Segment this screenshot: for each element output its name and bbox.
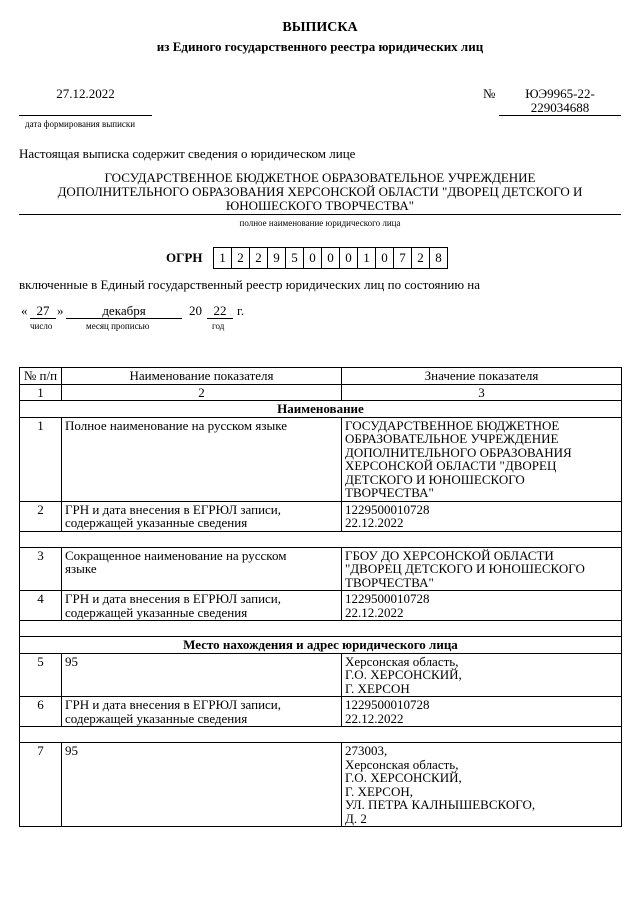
extract-date: 27.12.2022 bbox=[56, 86, 115, 101]
indicator-name bbox=[62, 653, 342, 697]
table-row bbox=[20, 697, 622, 727]
indicator-value-line: Г.О. ХЕРСОНСКИЙ, bbox=[345, 770, 462, 785]
entity-name-line1: ГОСУДАРСТВЕННОЕ БЮДЖЕТНОЕ ОБРАЗОВАТЕЛЬНОЕ УЧРЕЖДЕНИЕ bbox=[104, 170, 536, 185]
indicator-value-line: ДЕТСКОГО И ЮНОШЕСКОГО bbox=[345, 471, 525, 487]
state-month: декабря bbox=[66, 304, 182, 319]
indicator-name bbox=[62, 417, 342, 501]
column-number: 1 bbox=[20, 384, 62, 401]
indicator-value-line: Г. ХЕРСОН bbox=[345, 680, 410, 696]
register-table bbox=[19, 367, 622, 827]
indicator-name-line: Сокращенное наименование на русском bbox=[65, 547, 287, 563]
indicator-value-line: Г. ХЕРСОН, bbox=[345, 783, 413, 799]
indicator-name-line: содержащей указанные сведения bbox=[65, 710, 248, 726]
ogrn-digit: 0 bbox=[339, 247, 358, 269]
indicator-name bbox=[62, 591, 342, 621]
extract-number bbox=[499, 87, 621, 116]
indicator-value-line: "ДВОРЕЦ ДЕТСКОГО И ЮНОШЕСКОГО bbox=[345, 561, 585, 576]
indicator-value-line: 1229500010728 bbox=[345, 697, 430, 712]
state-open-quote: « bbox=[21, 303, 28, 318]
document-title: ВЫПИСКА bbox=[282, 20, 358, 35]
ogrn-digit: 2 bbox=[411, 247, 430, 269]
month-caption: месяц прописью bbox=[86, 321, 150, 331]
indicator-value-line: 1229500010728 bbox=[345, 591, 430, 606]
indicator-value-line: ТВОРЧЕСТВА" bbox=[345, 574, 434, 590]
indicator-name-line: Полное наименование на русском языке bbox=[65, 417, 287, 433]
table-row bbox=[20, 591, 622, 621]
state-close-quote: » bbox=[57, 303, 64, 318]
ogrn-digit: 5 bbox=[285, 247, 304, 269]
table-row bbox=[20, 417, 622, 501]
ogrn-digit: 1 bbox=[357, 247, 376, 269]
row-number: 1 bbox=[20, 417, 62, 501]
section-name-title: Наименование bbox=[20, 401, 622, 418]
column-number: 3 bbox=[342, 384, 622, 401]
document-subtitle: из Единого государственного реестра юридических лиц bbox=[156, 39, 484, 54]
table-row bbox=[20, 547, 622, 591]
ogrn-digit: 0 bbox=[375, 247, 394, 269]
indicator-value bbox=[342, 501, 622, 531]
section-row bbox=[20, 401, 622, 418]
indicator-name-line: 95 bbox=[65, 743, 78, 758]
indicator-name bbox=[62, 501, 342, 531]
indicator-value-line: Д. 2 bbox=[345, 810, 367, 826]
extract-number-line1: ЮЭ9965-22- bbox=[525, 86, 595, 101]
entity-full-name bbox=[19, 171, 621, 215]
indicator-value-line: 273003, bbox=[345, 743, 388, 758]
indicator-name-line: 95 bbox=[65, 653, 78, 669]
empty-row bbox=[20, 727, 622, 743]
indicator-value-line: УЛ. ПЕТРА КАЛНЫШЕВСКОГО, bbox=[345, 797, 536, 812]
indicator-value-line: 22.12.2022 bbox=[345, 515, 404, 530]
entity-name-caption: полное наименование юридического лица bbox=[239, 218, 401, 228]
header-value: Значение показателя bbox=[342, 368, 622, 385]
ogrn-digit: 8 bbox=[429, 247, 448, 269]
indicator-value-line: Херсонская область, bbox=[345, 653, 459, 669]
indicator-value-line: ОБРАЗОВАТЕЛЬНОЕ УЧРЕЖДЕНИЕ bbox=[345, 431, 559, 446]
state-day: 27 bbox=[30, 304, 56, 319]
row-number: 5 bbox=[20, 653, 62, 697]
indicator-name-line: языке bbox=[65, 561, 97, 576]
ogrn-digits bbox=[213, 247, 447, 269]
indicator-value-line: Херсонская область, bbox=[345, 756, 459, 772]
indicator-value-line: ХЕРСОНСКОЙ ОБЛАСТИ "ДВОРЕЦ bbox=[345, 458, 557, 473]
ogrn-digit: 1 bbox=[213, 247, 232, 269]
ogrn-digit: 9 bbox=[267, 247, 286, 269]
extract-number-line2: 229034688 bbox=[530, 100, 590, 115]
header-number: № п/п bbox=[20, 368, 62, 385]
row-number: 4 bbox=[20, 591, 62, 621]
indicator-name-line: содержащей указанные сведения bbox=[65, 604, 248, 620]
empty-row bbox=[20, 531, 622, 547]
indicator-value-line: 22.12.2022 bbox=[345, 710, 404, 726]
day-caption: число bbox=[30, 321, 53, 331]
table-row bbox=[20, 653, 622, 697]
indicator-name bbox=[62, 743, 342, 827]
ogrn-digit: 7 bbox=[393, 247, 412, 269]
indicator-name-line: ГРН и дата внесения в ЕГРЮЛ записи, bbox=[65, 591, 282, 606]
indicator-value bbox=[342, 591, 622, 621]
indicator-value-line: ГОСУДАРСТВЕННОЕ БЮДЖЕТНОЕ bbox=[345, 417, 560, 433]
state-year-suffix: г. bbox=[237, 303, 245, 318]
state-year: 22 bbox=[207, 304, 233, 319]
table-header-row bbox=[20, 368, 622, 385]
indicator-name-line: ГРН и дата внесения в ЕГРЮЛ записи, bbox=[65, 501, 282, 517]
extract-date-field bbox=[19, 87, 152, 116]
indicator-value bbox=[342, 697, 622, 727]
indicator-value bbox=[342, 547, 622, 591]
indicator-value bbox=[342, 743, 622, 827]
ogrn-label: ОГРН bbox=[166, 250, 203, 265]
indicator-value-line: 22.12.2022 bbox=[345, 604, 404, 620]
state-century: 20 bbox=[189, 303, 202, 318]
indicator-value-line: ДОПОЛНИТЕЛЬНОГО ОБРАЗОВАНИЯ bbox=[345, 444, 572, 460]
table-row bbox=[20, 501, 622, 531]
indicator-name-line: ГРН и дата внесения в ЕГРЮЛ записи, bbox=[65, 697, 282, 712]
row-number: 3 bbox=[20, 547, 62, 591]
state-text: включенные в Единый государственный реестр юридических лиц по состоянию на bbox=[19, 277, 481, 292]
indicator-value bbox=[342, 417, 622, 501]
column-number-row bbox=[20, 384, 622, 401]
indicator-name bbox=[62, 547, 342, 591]
number-sign: № bbox=[483, 86, 496, 101]
indicator-name-line: содержащей указанные сведения bbox=[65, 515, 248, 530]
section-row bbox=[20, 637, 622, 654]
ogrn-digit: 2 bbox=[231, 247, 250, 269]
row-number: 7 bbox=[20, 743, 62, 827]
year-caption: год bbox=[212, 321, 225, 331]
indicator-value-line: 1229500010728 bbox=[345, 501, 430, 517]
header-indicator: Наименование показателя bbox=[62, 368, 342, 385]
table-row bbox=[20, 743, 622, 827]
ogrn-digit: 0 bbox=[303, 247, 322, 269]
row-number: 2 bbox=[20, 501, 62, 531]
row-number: 6 bbox=[20, 697, 62, 727]
indicator-value bbox=[342, 653, 622, 697]
ogrn-digit: 0 bbox=[321, 247, 340, 269]
column-number: 2 bbox=[62, 384, 342, 401]
entity-name-line3: ЮНОШЕСКОГО ТВОРЧЕСТВА" bbox=[225, 198, 415, 213]
extract-date-caption: дата формирования выписки bbox=[25, 119, 136, 129]
empty-row bbox=[20, 621, 622, 637]
indicator-name bbox=[62, 697, 342, 727]
entity-name-line2: ДОПОЛНИТЕЛЬНОГО ОБРАЗОВАНИЯ ХЕРСОНСКОЙ ОБЛАСТИ "ДВОРЕЦ ДЕТСКОГО И bbox=[57, 184, 583, 199]
indicator-value-line: ГБОУ ДО ХЕРСОНСКОЙ ОБЛАСТИ bbox=[345, 547, 554, 563]
ogrn-digit: 2 bbox=[249, 247, 268, 269]
indicator-value-line: Г.О. ХЕРСОНСКИЙ, bbox=[345, 667, 462, 682]
indicator-value-line: ТВОРЧЕСТВА" bbox=[345, 485, 434, 500]
intro-text: Настоящая выписка содержит сведения о юридическом лице bbox=[19, 146, 356, 161]
section-address-title: Место нахождения и адрес юридического лица bbox=[20, 637, 622, 654]
